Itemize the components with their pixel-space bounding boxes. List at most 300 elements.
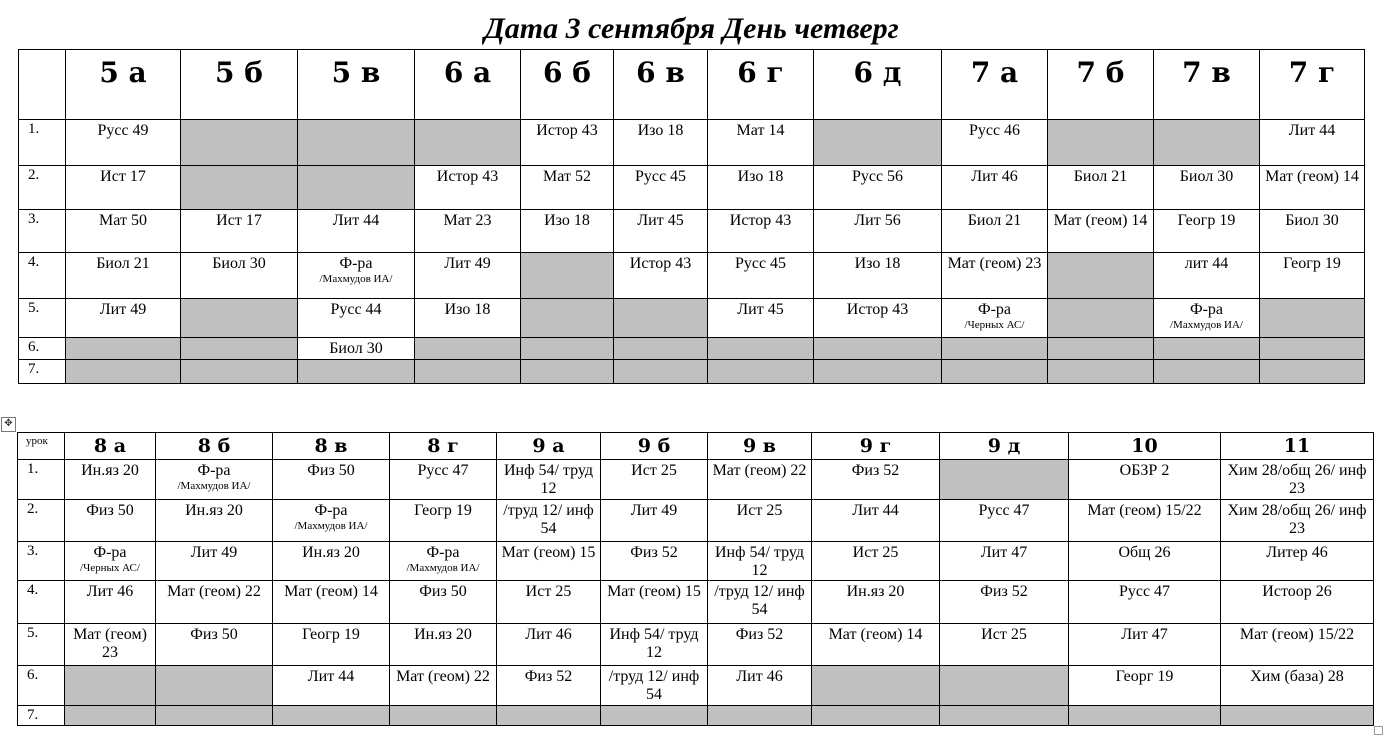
lesson-cell bbox=[1260, 166, 1365, 210]
lesson-cell bbox=[708, 253, 814, 299]
subject-room: Русс 47 bbox=[417, 462, 469, 479]
empty-cell bbox=[66, 338, 181, 360]
lesson-number: 5. bbox=[19, 299, 66, 338]
table-row bbox=[19, 120, 1365, 166]
lesson-cell bbox=[521, 120, 614, 166]
subject-room: Ф-ра bbox=[314, 502, 348, 519]
lesson-cell bbox=[812, 624, 940, 666]
class-header: 6 в bbox=[614, 50, 708, 120]
subject-room: Ф-ра bbox=[977, 301, 1012, 318]
subject-room: Мат (геом) 22 bbox=[167, 583, 261, 600]
lesson-cell bbox=[273, 581, 390, 624]
lesson-cell bbox=[298, 253, 415, 299]
subject-room: Ист 25 bbox=[852, 544, 899, 561]
subject-room: Физ 52 bbox=[851, 462, 900, 479]
lesson-cell bbox=[601, 460, 708, 500]
subject-room: Ин.яз 20 bbox=[846, 583, 905, 600]
lesson-cell bbox=[940, 624, 1069, 666]
subject-room: Лит 56 bbox=[854, 212, 901, 229]
lesson-cell bbox=[390, 581, 497, 624]
table-row bbox=[19, 338, 1365, 360]
subject-room: Мат 14 bbox=[736, 122, 785, 139]
class-header: 10 bbox=[1069, 433, 1221, 460]
subject-room: Ист 25 bbox=[525, 583, 572, 600]
lesson-number: 7. bbox=[19, 360, 66, 384]
subject-room: Геогр 19 bbox=[1283, 255, 1341, 272]
empty-cell bbox=[156, 666, 273, 706]
lesson-cell bbox=[181, 210, 298, 253]
lesson-cell bbox=[66, 253, 181, 299]
subject-room: Геогр 19 bbox=[414, 502, 472, 519]
subject-room: Хим (база) 28 bbox=[1250, 668, 1344, 685]
subject-room: Мат 52 bbox=[543, 168, 591, 185]
empty-cell bbox=[812, 706, 940, 726]
lesson-cell bbox=[812, 542, 940, 581]
subject-room: Ист 17 bbox=[216, 212, 262, 229]
lesson-cell bbox=[1048, 210, 1154, 253]
lesson-cell bbox=[415, 253, 521, 299]
lesson-cell bbox=[1069, 666, 1221, 706]
empty-cell bbox=[66, 360, 181, 384]
lesson-cell bbox=[298, 299, 415, 338]
subject-room: Лит 46 bbox=[86, 583, 134, 600]
lesson-cell bbox=[614, 253, 708, 299]
subject-room: /труд 12/ инф 54 bbox=[608, 668, 700, 703]
subject-room: Мат (геом) 14 bbox=[1265, 168, 1359, 185]
subject-room: Биол 21 bbox=[1073, 168, 1128, 185]
subject-room: Мат (геом) 22 bbox=[712, 462, 807, 479]
table-resize-handle-icon[interactable] bbox=[1374, 726, 1383, 735]
empty-cell bbox=[1154, 338, 1260, 360]
subject-room: Истор 43 bbox=[846, 301, 909, 318]
lesson-cell bbox=[390, 460, 497, 500]
subject-room: Мат (геом) 15 bbox=[501, 544, 596, 561]
lesson-cell bbox=[497, 666, 601, 706]
lesson-cell bbox=[814, 210, 942, 253]
subject-room: Биол 21 bbox=[96, 255, 150, 272]
subject-room: Мат (геом) 14 bbox=[1053, 212, 1148, 229]
class-header: 7 в bbox=[1154, 50, 1260, 120]
subject-room: Изо 18 bbox=[637, 122, 684, 139]
subject-room: ОБЗР 2 bbox=[1119, 462, 1170, 479]
teacher-name: /Махмудов ИА/ bbox=[406, 562, 480, 574]
empty-cell bbox=[65, 666, 156, 706]
empty-cell bbox=[1154, 360, 1260, 384]
teacher-name: /Махмудов ИА/ bbox=[294, 520, 368, 532]
empty-cell bbox=[181, 338, 298, 360]
lesson-cell bbox=[273, 542, 390, 581]
lesson-cell bbox=[1154, 166, 1260, 210]
subject-room: Мат 23 bbox=[443, 212, 492, 229]
class-header: 9 б bbox=[601, 433, 708, 460]
subject-room: Лит 44 bbox=[852, 502, 899, 519]
subject-room: Лит 49 bbox=[444, 255, 491, 272]
table-row bbox=[18, 581, 1374, 624]
empty-cell bbox=[614, 360, 708, 384]
subject-room: Лит 46 bbox=[736, 668, 783, 685]
empty-cell bbox=[814, 120, 942, 166]
lesson-cell bbox=[65, 500, 156, 542]
empty-cell bbox=[1048, 360, 1154, 384]
lesson-cell bbox=[708, 500, 812, 542]
class-header: 7 г bbox=[1260, 50, 1365, 120]
empty-cell bbox=[614, 338, 708, 360]
subject-room: Истор 43 bbox=[436, 168, 499, 185]
subject-room: Физ 50 bbox=[419, 583, 467, 600]
teacher-name: /Махмудов ИА/ bbox=[177, 480, 251, 492]
lesson-cell bbox=[1069, 460, 1221, 500]
empty-cell bbox=[1260, 360, 1365, 384]
empty-cell bbox=[298, 166, 415, 210]
empty-cell bbox=[65, 706, 156, 726]
lesson-cell bbox=[942, 166, 1048, 210]
table-move-handle-icon[interactable]: ✥ bbox=[1, 417, 16, 432]
subject-room: Лит 45 bbox=[737, 301, 784, 318]
lesson-cell bbox=[156, 581, 273, 624]
empty-cell bbox=[415, 360, 521, 384]
lesson-cell bbox=[601, 542, 708, 581]
lesson-cell bbox=[601, 500, 708, 542]
empty-cell bbox=[415, 120, 521, 166]
subject-room: Истоор 26 bbox=[1262, 583, 1332, 600]
lesson-cell bbox=[273, 666, 390, 706]
lesson-cell bbox=[521, 166, 614, 210]
subject-room: Биол 30 bbox=[212, 255, 266, 272]
lesson-cell bbox=[1260, 210, 1365, 253]
lesson-cell bbox=[1154, 210, 1260, 253]
class-header: 6 г bbox=[708, 50, 814, 120]
class-header: 5 в bbox=[298, 50, 415, 120]
subject-room: Ист 25 bbox=[981, 626, 1027, 643]
empty-cell bbox=[521, 360, 614, 384]
table-row bbox=[18, 460, 1374, 500]
class-header: 8 а bbox=[65, 433, 156, 460]
class-header: 8 г bbox=[390, 433, 497, 460]
subject-room: Мат (геом) 23 bbox=[947, 255, 1042, 272]
subject-room: Ист 25 bbox=[631, 462, 677, 479]
subject-room: Истор 43 bbox=[729, 212, 792, 229]
table-row bbox=[18, 624, 1374, 666]
empty-cell bbox=[708, 338, 814, 360]
subject-room: Ин.яз 20 bbox=[414, 626, 472, 643]
lesson-number: 2. bbox=[19, 166, 66, 210]
empty-cell bbox=[181, 360, 298, 384]
empty-cell bbox=[814, 360, 942, 384]
lesson-cell bbox=[181, 253, 298, 299]
class-header: 9 г bbox=[812, 433, 940, 460]
empty-cell bbox=[1221, 706, 1374, 726]
lesson-cell bbox=[65, 460, 156, 500]
subject-room: Физ 52 bbox=[524, 668, 573, 685]
subject-room: Физ 52 bbox=[735, 626, 784, 643]
subject-room: Общ 26 bbox=[1118, 544, 1171, 561]
lesson-cell bbox=[1069, 624, 1221, 666]
empty-cell bbox=[1260, 299, 1365, 338]
lesson-cell bbox=[1069, 542, 1221, 581]
lesson-cell bbox=[708, 299, 814, 338]
lesson-cell bbox=[708, 581, 812, 624]
lesson-cell bbox=[601, 624, 708, 666]
subject-room: Инф 54/ труд 12 bbox=[503, 462, 594, 497]
lesson-cell bbox=[601, 581, 708, 624]
subject-room: Ист 25 bbox=[736, 502, 783, 519]
lesson-cell bbox=[942, 299, 1048, 338]
lesson-cell bbox=[1221, 624, 1374, 666]
empty-cell bbox=[521, 253, 614, 299]
lesson-cell bbox=[614, 120, 708, 166]
empty-cell bbox=[1154, 120, 1260, 166]
subject-room: Русс 49 bbox=[97, 122, 149, 139]
subject-room: Физ 52 bbox=[980, 583, 1028, 600]
subject-room: Мат (геом) 15 bbox=[607, 583, 701, 600]
empty-cell bbox=[1048, 253, 1154, 299]
empty-cell bbox=[181, 120, 298, 166]
subject-room: Истор 43 bbox=[536, 122, 598, 139]
class-header: 8 в bbox=[273, 433, 390, 460]
subject-room: Русс 44 bbox=[330, 301, 382, 318]
empty-cell bbox=[708, 360, 814, 384]
subject-room: Биол 30 bbox=[1179, 168, 1234, 185]
lesson-cell bbox=[156, 500, 273, 542]
class-header: 7 б bbox=[1048, 50, 1154, 120]
empty-cell bbox=[1048, 338, 1154, 360]
empty-cell bbox=[298, 360, 415, 384]
subject-room: Мат (геом) 15/22 bbox=[1087, 502, 1202, 519]
empty-cell bbox=[1048, 299, 1154, 338]
subject-room: Физ 50 bbox=[86, 502, 134, 519]
teacher-name: /Черных АС/ bbox=[964, 319, 1025, 331]
lesson-cell bbox=[66, 299, 181, 338]
subject-room: Физ 50 bbox=[307, 462, 355, 479]
lesson-cell bbox=[1069, 581, 1221, 624]
subject-room: Лит 47 bbox=[980, 544, 1028, 561]
corner-header-cell: урок bbox=[18, 433, 65, 460]
table-row bbox=[18, 666, 1374, 706]
class-header: 5 б bbox=[181, 50, 298, 120]
empty-cell bbox=[497, 706, 601, 726]
lesson-cell bbox=[66, 166, 181, 210]
empty-cell bbox=[521, 299, 614, 338]
subject-room: Физ 50 bbox=[190, 626, 238, 643]
lesson-cell bbox=[1221, 460, 1374, 500]
empty-cell bbox=[1260, 338, 1365, 360]
empty-cell bbox=[156, 706, 273, 726]
subject-room: Изо 18 bbox=[737, 168, 784, 185]
lesson-cell bbox=[814, 253, 942, 299]
empty-cell bbox=[940, 666, 1069, 706]
empty-cell bbox=[1048, 120, 1154, 166]
lesson-cell bbox=[812, 581, 940, 624]
schedule-table-grades-5-7 bbox=[18, 49, 1365, 384]
lesson-cell bbox=[273, 624, 390, 666]
subject-room: Лит 46 bbox=[525, 626, 572, 643]
empty-cell bbox=[273, 706, 390, 726]
lesson-cell bbox=[156, 542, 273, 581]
lesson-cell bbox=[1048, 166, 1154, 210]
subject-room: Ин.яз 20 bbox=[81, 462, 139, 479]
lesson-cell bbox=[390, 542, 497, 581]
subject-room: Ист 17 bbox=[100, 168, 146, 185]
lesson-cell bbox=[521, 210, 614, 253]
subject-room: Изо 18 bbox=[544, 212, 590, 229]
subject-room: Русс 45 bbox=[634, 168, 687, 185]
lesson-number: 2. bbox=[18, 500, 65, 542]
lesson-cell bbox=[942, 210, 1048, 253]
lesson-cell bbox=[708, 120, 814, 166]
lesson-cell bbox=[497, 581, 601, 624]
class-header: 9 д bbox=[940, 433, 1069, 460]
class-header: 7 а bbox=[942, 50, 1048, 120]
lesson-cell bbox=[814, 166, 942, 210]
lesson-cell bbox=[1221, 500, 1374, 542]
subject-room: Геогр 19 bbox=[302, 626, 360, 643]
class-header: 8 б bbox=[156, 433, 273, 460]
lesson-cell bbox=[65, 624, 156, 666]
subject-room: Геогр 19 bbox=[1177, 212, 1236, 229]
lesson-cell bbox=[708, 624, 812, 666]
lesson-cell bbox=[298, 338, 415, 360]
lesson-cell bbox=[497, 542, 601, 581]
subject-room: лит 44 bbox=[1184, 255, 1229, 272]
subject-room: Русс 45 bbox=[734, 255, 787, 272]
lesson-number: 3. bbox=[19, 210, 66, 253]
subject-room: Ф-ра bbox=[339, 255, 373, 272]
subject-room: Изо 18 bbox=[444, 301, 491, 318]
empty-cell bbox=[940, 460, 1069, 500]
lesson-cell bbox=[65, 542, 156, 581]
table-row bbox=[19, 253, 1365, 299]
teacher-name: /Махмудов ИА/ bbox=[319, 273, 393, 285]
subject-room: Ин.яз 20 bbox=[185, 502, 243, 519]
subject-room: Мат (геом) 23 bbox=[73, 626, 147, 661]
subject-room: Русс 56 bbox=[851, 168, 904, 185]
lesson-cell bbox=[708, 542, 812, 581]
lesson-cell bbox=[415, 299, 521, 338]
subject-room: Ф-ра bbox=[1189, 301, 1224, 318]
subject-room: Биол 21 bbox=[967, 212, 1022, 229]
subject-room: Ф-ра bbox=[93, 544, 127, 561]
empty-cell bbox=[181, 166, 298, 210]
lesson-number: 4. bbox=[18, 581, 65, 624]
lesson-cell bbox=[1221, 542, 1374, 581]
class-header: 9 а bbox=[497, 433, 601, 460]
lesson-cell bbox=[390, 624, 497, 666]
corner-header-cell bbox=[19, 50, 66, 120]
subject-room: Русс 47 bbox=[978, 502, 1030, 519]
lesson-cell bbox=[1154, 299, 1260, 338]
subject-room: Лит 49 bbox=[99, 301, 147, 318]
lesson-cell bbox=[940, 581, 1069, 624]
subject-room: Истор 43 bbox=[629, 255, 692, 272]
lesson-number: 4. bbox=[19, 253, 66, 299]
lesson-cell bbox=[814, 299, 942, 338]
lesson-cell bbox=[940, 542, 1069, 581]
lesson-cell bbox=[390, 500, 497, 542]
lesson-cell bbox=[1221, 581, 1374, 624]
lesson-cell bbox=[708, 166, 814, 210]
page-title: Дата 3 сентября День четверг bbox=[484, 12, 899, 45]
class-header: 9 в bbox=[708, 433, 812, 460]
lesson-number: 3. bbox=[18, 542, 65, 581]
subject-room: Инф 54/ труд 12 bbox=[714, 544, 805, 579]
empty-cell bbox=[298, 120, 415, 166]
subject-room: Лит 46 bbox=[971, 168, 1018, 185]
lesson-number: 7. bbox=[18, 706, 65, 726]
subject-room: Лит 44 bbox=[332, 212, 380, 229]
subject-room: Георг 19 bbox=[1115, 668, 1174, 685]
class-header: 6 д bbox=[814, 50, 942, 120]
lesson-cell bbox=[497, 460, 601, 500]
lesson-cell bbox=[298, 210, 415, 253]
lesson-cell bbox=[942, 253, 1048, 299]
empty-cell bbox=[390, 706, 497, 726]
subject-room: /труд 12/ инф 54 bbox=[714, 583, 805, 618]
empty-cell bbox=[601, 706, 708, 726]
subject-room: Русс 47 bbox=[1118, 583, 1171, 600]
lesson-cell bbox=[601, 666, 708, 706]
empty-cell bbox=[814, 338, 942, 360]
empty-cell bbox=[614, 299, 708, 338]
class-header: 11 bbox=[1221, 433, 1374, 460]
class-header: 6 а bbox=[415, 50, 521, 120]
lesson-cell bbox=[273, 460, 390, 500]
lesson-cell bbox=[614, 210, 708, 253]
lesson-cell bbox=[708, 460, 812, 500]
lesson-cell bbox=[812, 460, 940, 500]
lesson-cell bbox=[156, 460, 273, 500]
table-row bbox=[19, 166, 1365, 210]
lesson-cell bbox=[273, 500, 390, 542]
subject-room: Лит 49 bbox=[190, 544, 238, 561]
subject-room: Лит 45 bbox=[637, 212, 684, 229]
subject-room: Лит 49 bbox=[630, 502, 678, 519]
lesson-cell bbox=[942, 120, 1048, 166]
lesson-cell bbox=[65, 581, 156, 624]
empty-cell bbox=[940, 706, 1069, 726]
lesson-cell bbox=[497, 500, 601, 542]
empty-cell bbox=[521, 338, 614, 360]
subject-room: Хим 28/общ 26/ инф 23 bbox=[1227, 462, 1367, 497]
lesson-cell bbox=[66, 120, 181, 166]
teacher-name: /Махмудов ИА/ bbox=[1170, 319, 1243, 331]
subject-room: Мат (геом) 14 bbox=[828, 626, 923, 643]
table-row bbox=[19, 210, 1365, 253]
empty-cell bbox=[942, 360, 1048, 384]
table-row bbox=[19, 299, 1365, 338]
lesson-number: 5. bbox=[18, 624, 65, 666]
lesson-cell bbox=[812, 500, 940, 542]
lesson-number: 6. bbox=[18, 666, 65, 706]
class-header: 5 а bbox=[66, 50, 181, 120]
subject-room: Инф 54/ труд 12 bbox=[609, 626, 699, 661]
subject-room: Мат (геом) 15/22 bbox=[1239, 626, 1355, 643]
lesson-cell bbox=[1221, 666, 1374, 706]
table-row bbox=[18, 542, 1374, 581]
lesson-cell bbox=[1260, 120, 1365, 166]
empty-cell bbox=[942, 338, 1048, 360]
empty-cell bbox=[812, 666, 940, 706]
lesson-number: 1. bbox=[19, 120, 66, 166]
lesson-cell bbox=[1260, 253, 1365, 299]
subject-room: Ф-ра bbox=[426, 544, 460, 561]
empty-cell bbox=[415, 338, 521, 360]
subject-room: Мат 50 bbox=[99, 212, 147, 229]
subject-room: /труд 12/ инф 54 bbox=[503, 502, 594, 537]
lesson-number: 6. bbox=[19, 338, 66, 360]
subject-room: Изо 18 bbox=[854, 255, 901, 272]
subject-room: Ф-ра bbox=[197, 462, 231, 479]
subject-room: Литер 46 bbox=[1266, 544, 1328, 561]
